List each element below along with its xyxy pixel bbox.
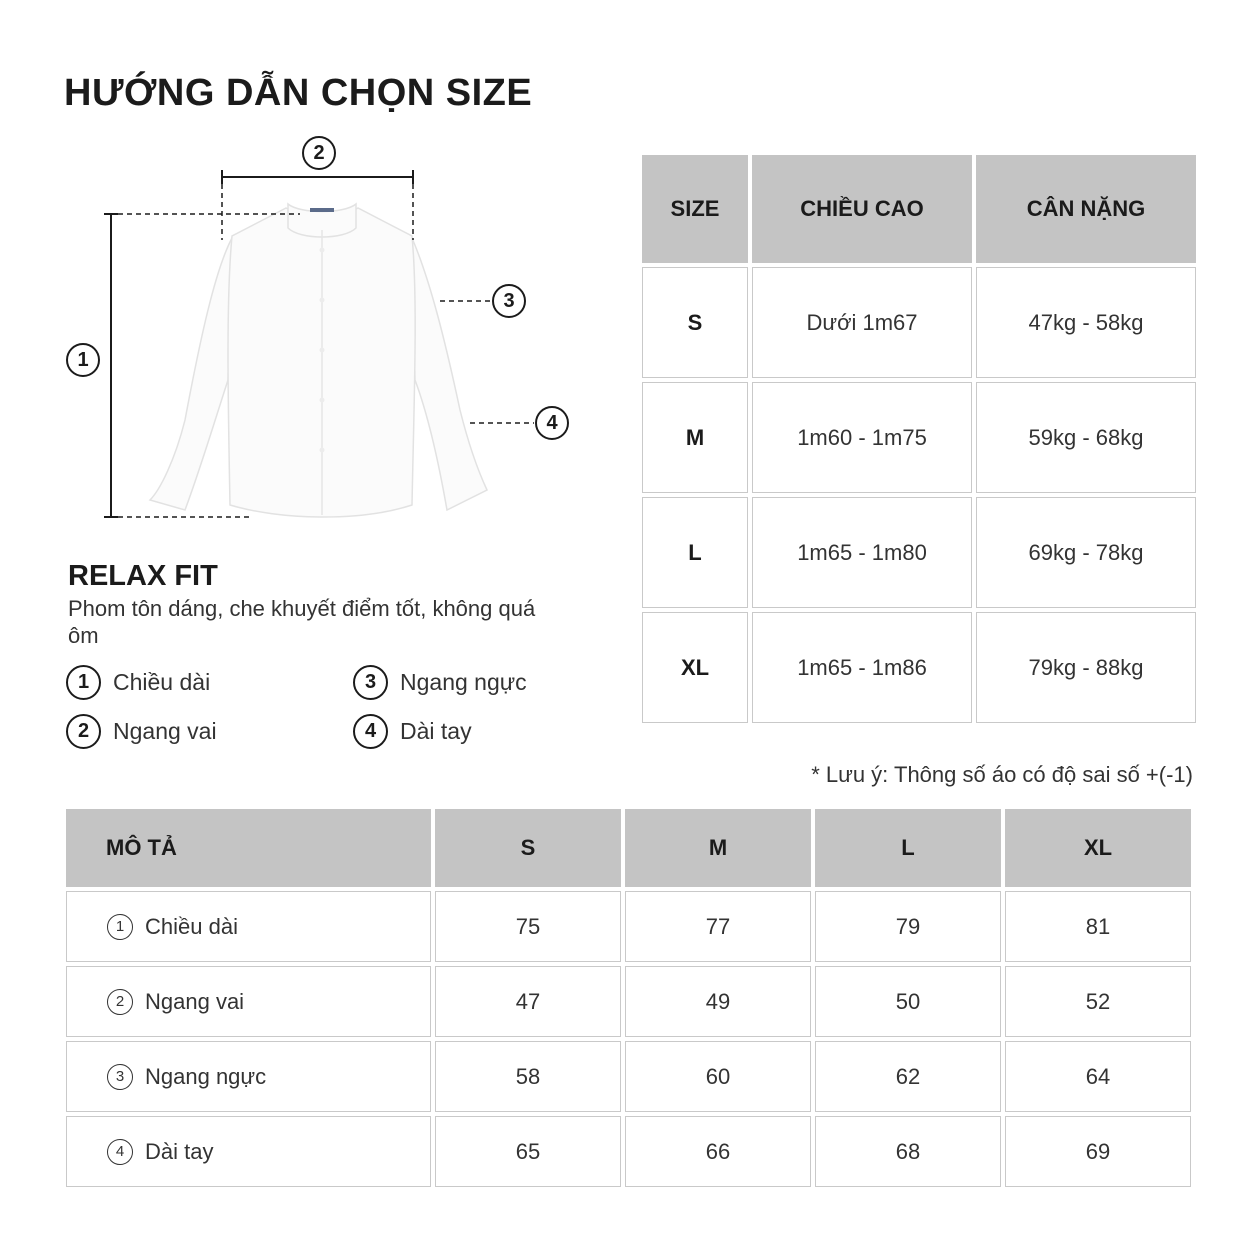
size-cell: L [642, 497, 748, 608]
legend-label: Chiều dài [113, 669, 211, 695]
value-cell: 81 [1005, 891, 1191, 962]
legend-number: 1 [66, 665, 101, 700]
legend-label: Ngang vai [113, 718, 217, 744]
table-row [66, 1041, 1191, 1112]
legend-item-sleeve [353, 714, 472, 749]
size-cell: M [642, 382, 748, 493]
value-cell: 75 [435, 891, 621, 962]
row-description [66, 891, 431, 962]
page-title: HƯỚNG DẪN CHỌN SIZE [64, 72, 533, 114]
row-label: Ngang vai [145, 988, 245, 1014]
height-cell: 1m65 - 1m86 [752, 612, 972, 723]
row-description [66, 1041, 431, 1112]
shirt-illustration [0, 0, 620, 560]
table-row [642, 267, 1196, 378]
value-cell: 50 [815, 966, 1001, 1037]
marker-shoulder: 2 [302, 136, 336, 170]
marker-sleeve: 4 [535, 406, 569, 440]
value-cell: 77 [625, 891, 811, 962]
legend-item-chest [353, 665, 527, 700]
legend-item-shoulder [66, 714, 217, 749]
legend-number: 4 [353, 714, 388, 749]
header-height: CHIỀU CAO [752, 155, 972, 263]
fit-description: Phom tôn dáng, che khuyết điểm tốt, không quá ôm [68, 596, 536, 648]
value-cell: 49 [625, 966, 811, 1037]
row-number: 2 [107, 989, 133, 1015]
marker-length: 1 [66, 343, 100, 377]
header-size: SIZE [642, 155, 748, 263]
table-row [642, 612, 1196, 723]
weight-cell: 47kg - 58kg [976, 267, 1196, 378]
height-cell: 1m60 - 1m75 [752, 382, 972, 493]
header-size-l: L [815, 809, 1001, 887]
value-cell: 65 [435, 1116, 621, 1187]
measurement-table-header [66, 809, 1191, 887]
fit-title: RELAX FIT [68, 560, 218, 592]
row-number: 1 [107, 914, 133, 940]
row-number: 3 [107, 1064, 133, 1090]
header-weight: CÂN NẶNG [976, 155, 1196, 263]
legend-label: Dài tay [400, 718, 472, 744]
weight-cell: 79kg - 88kg [976, 612, 1196, 723]
tolerance-note: * Lưu ý: Thông số áo có độ sai số +(-1) [811, 762, 1193, 787]
header-size-s: S [435, 809, 621, 887]
table-row [66, 966, 1191, 1037]
legend-number: 2 [66, 714, 101, 749]
value-cell: 62 [815, 1041, 1001, 1112]
weight-cell: 59kg - 68kg [976, 382, 1196, 493]
header-size-m: M [625, 809, 811, 887]
row-description [66, 966, 431, 1037]
header-description: MÔ TẢ [66, 809, 431, 887]
row-number: 4 [107, 1139, 133, 1165]
value-cell: 47 [435, 966, 621, 1037]
table-row [642, 382, 1196, 493]
header-size-xl: XL [1005, 809, 1191, 887]
table-row [66, 1116, 1191, 1187]
measurement-table [62, 805, 1195, 1191]
value-cell: 58 [435, 1041, 621, 1112]
size-cell: S [642, 267, 748, 378]
shirt-diagram [0, 0, 620, 560]
marker-chest: 3 [492, 284, 526, 318]
value-cell: 79 [815, 891, 1001, 962]
legend-label: Ngang ngực [400, 669, 527, 695]
value-cell: 69 [1005, 1116, 1191, 1187]
value-cell: 60 [625, 1041, 811, 1112]
row-label: Chiều dài [145, 913, 238, 939]
height-cell: Dưới 1m67 [752, 267, 972, 378]
table-row [642, 497, 1196, 608]
legend-item-length [66, 665, 210, 700]
size-table-header [642, 155, 1196, 263]
row-label: Ngang ngực [145, 1063, 267, 1089]
value-cell: 52 [1005, 966, 1191, 1037]
table-row [66, 891, 1191, 962]
legend-number: 3 [353, 665, 388, 700]
weight-cell: 69kg - 78kg [976, 497, 1196, 608]
size-table [638, 151, 1200, 727]
value-cell: 68 [815, 1116, 1001, 1187]
row-description [66, 1116, 431, 1187]
height-cell: 1m65 - 1m80 [752, 497, 972, 608]
size-cell: XL [642, 612, 748, 723]
value-cell: 66 [625, 1116, 811, 1187]
row-label: Dài tay [145, 1138, 214, 1164]
value-cell: 64 [1005, 1041, 1191, 1112]
